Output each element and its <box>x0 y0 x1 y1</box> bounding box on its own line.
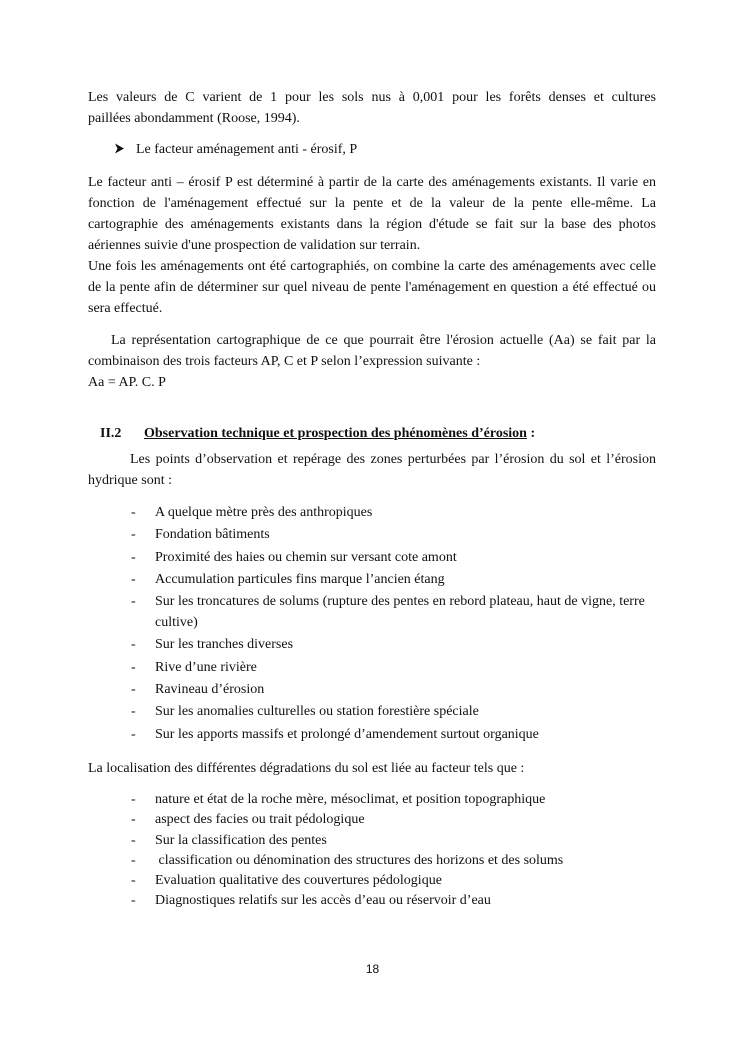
list-item: - Diagnostiques relatifs sur les accès d’eau ou réservoir d’eau <box>130 891 656 911</box>
factor-p-label: Le facteur aménagement anti - érosif, P <box>136 142 358 157</box>
dash-bullet-icon: - <box>131 893 136 909</box>
page-number: 18 <box>365 962 380 976</box>
section-number: II.2 <box>100 426 122 441</box>
list-item: - nature et état de la roche mère, mésoclimat, et position topographique <box>130 790 656 810</box>
observation-points-list <box>130 502 656 746</box>
dash-bullet-icon: - <box>131 873 136 889</box>
paragraph-c-values-line2: paillées abondamment (Roose, 1994). <box>88 111 300 126</box>
localisation-factors-list <box>130 790 656 912</box>
section-colon: : <box>526 426 536 441</box>
paragraph-c-values-line1: Les valeurs de C varient de 1 pour les sols nus à 0,001 pour les forêts denses et cultures <box>88 90 656 105</box>
arrow-bullet-icon <box>114 139 136 160</box>
list-item: - A quelque mètre près des anthropiques <box>130 502 656 524</box>
list-item: - Sur les tranches diverses <box>130 634 656 656</box>
section-title: Observation technique et prospection des phénomènes d’érosion <box>144 426 527 441</box>
list-item: - Sur les troncatures de solums (rupture des pentes en rebord plateau, haut de vigne, terre cultive) <box>130 591 656 634</box>
list-item: - Proximité des haies ou chemin sur versant cote amont <box>130 547 656 569</box>
paragraph-observation-intro <box>88 449 656 491</box>
dash-bullet-icon: - <box>131 682 136 698</box>
dash-bullet-icon: - <box>131 792 136 807</box>
dash-bullet-icon: - <box>131 704 136 720</box>
list-item: - Evaluation qualitative des couvertures pédologique <box>130 871 656 891</box>
paragraph-anti-erosif-part1: Le facteur anti – érosif P est déterminé à partir de la carte des aménagements existants. Il varie en fonction de l'aménagement effectué sur la pente et de la valeur de la pente elle-même. La cartographie des aménagements existants dans la région d'étude se fait sur la base des photos aériennes suivie d'une prospection de validation sur terrain. <box>88 175 656 253</box>
dash-bullet-icon: - <box>131 812 136 828</box>
formula: Aa = AP. C. P <box>88 375 166 390</box>
list-item: - Sur les apports massifs et prolongé d’amendement surtout organique <box>130 724 656 746</box>
dash-bullet-icon: - <box>131 832 136 848</box>
dash-bullet-icon: - <box>131 505 136 520</box>
list-item: - classification ou dénomination des structures des horizons et des solums <box>130 851 656 871</box>
dash-bullet-icon: - <box>131 659 136 675</box>
dash-bullet-icon: - <box>131 852 136 868</box>
paragraph-representation <box>88 330 656 372</box>
localisation-intro: La localisation des différentes dégradations du sol est liée au facteur tels que : <box>88 761 525 776</box>
section-heading <box>100 423 535 444</box>
list-item: - Accumulation particules fins marque l’ancien étang <box>130 569 656 591</box>
dash-bullet-icon: - <box>131 726 136 742</box>
list-item: - Sur la classification des pentes <box>130 831 656 851</box>
dash-bullet-icon: - <box>131 527 136 543</box>
paragraph-c-values <box>88 87 656 129</box>
list-item: - Fondation bâtiments <box>130 524 656 546</box>
list-item: - Sur les anomalies culturelles ou station forestière spéciale <box>130 701 656 723</box>
dash-bullet-icon: - <box>131 637 136 653</box>
observation-intro-text: Les points d’observation et repérage des zones perturbées par l’érosion du sol et l’érosion hydrique sont : <box>88 452 656 488</box>
list-item: - aspect des facies ou trait pédologique <box>130 810 656 830</box>
paragraph-representation-text: La représentation cartographique de ce que pourrait être l'érosion actuelle (Aa) se fait par la combinaison des trois facteurs AP, C et P selon l’expression suivante : <box>88 333 656 369</box>
factor-p-bullet <box>114 139 357 160</box>
list-item: - Rive d’une rivière <box>130 657 656 679</box>
dash-bullet-icon: - <box>131 549 136 565</box>
dash-bullet-icon: - <box>131 594 136 610</box>
paragraph-anti-erosif <box>88 172 656 319</box>
list-item: - Ravineau d’érosion <box>130 679 656 701</box>
dash-bullet-icon: - <box>131 571 136 587</box>
paragraph-anti-erosif-part2: Une fois les aménagements ont été cartographiés, on combine la carte des aménagements avec celle de la pente afin de déterminer sur quel niveau de pente l'aménagement en question a été effectué ou sera effectué. <box>88 259 656 316</box>
